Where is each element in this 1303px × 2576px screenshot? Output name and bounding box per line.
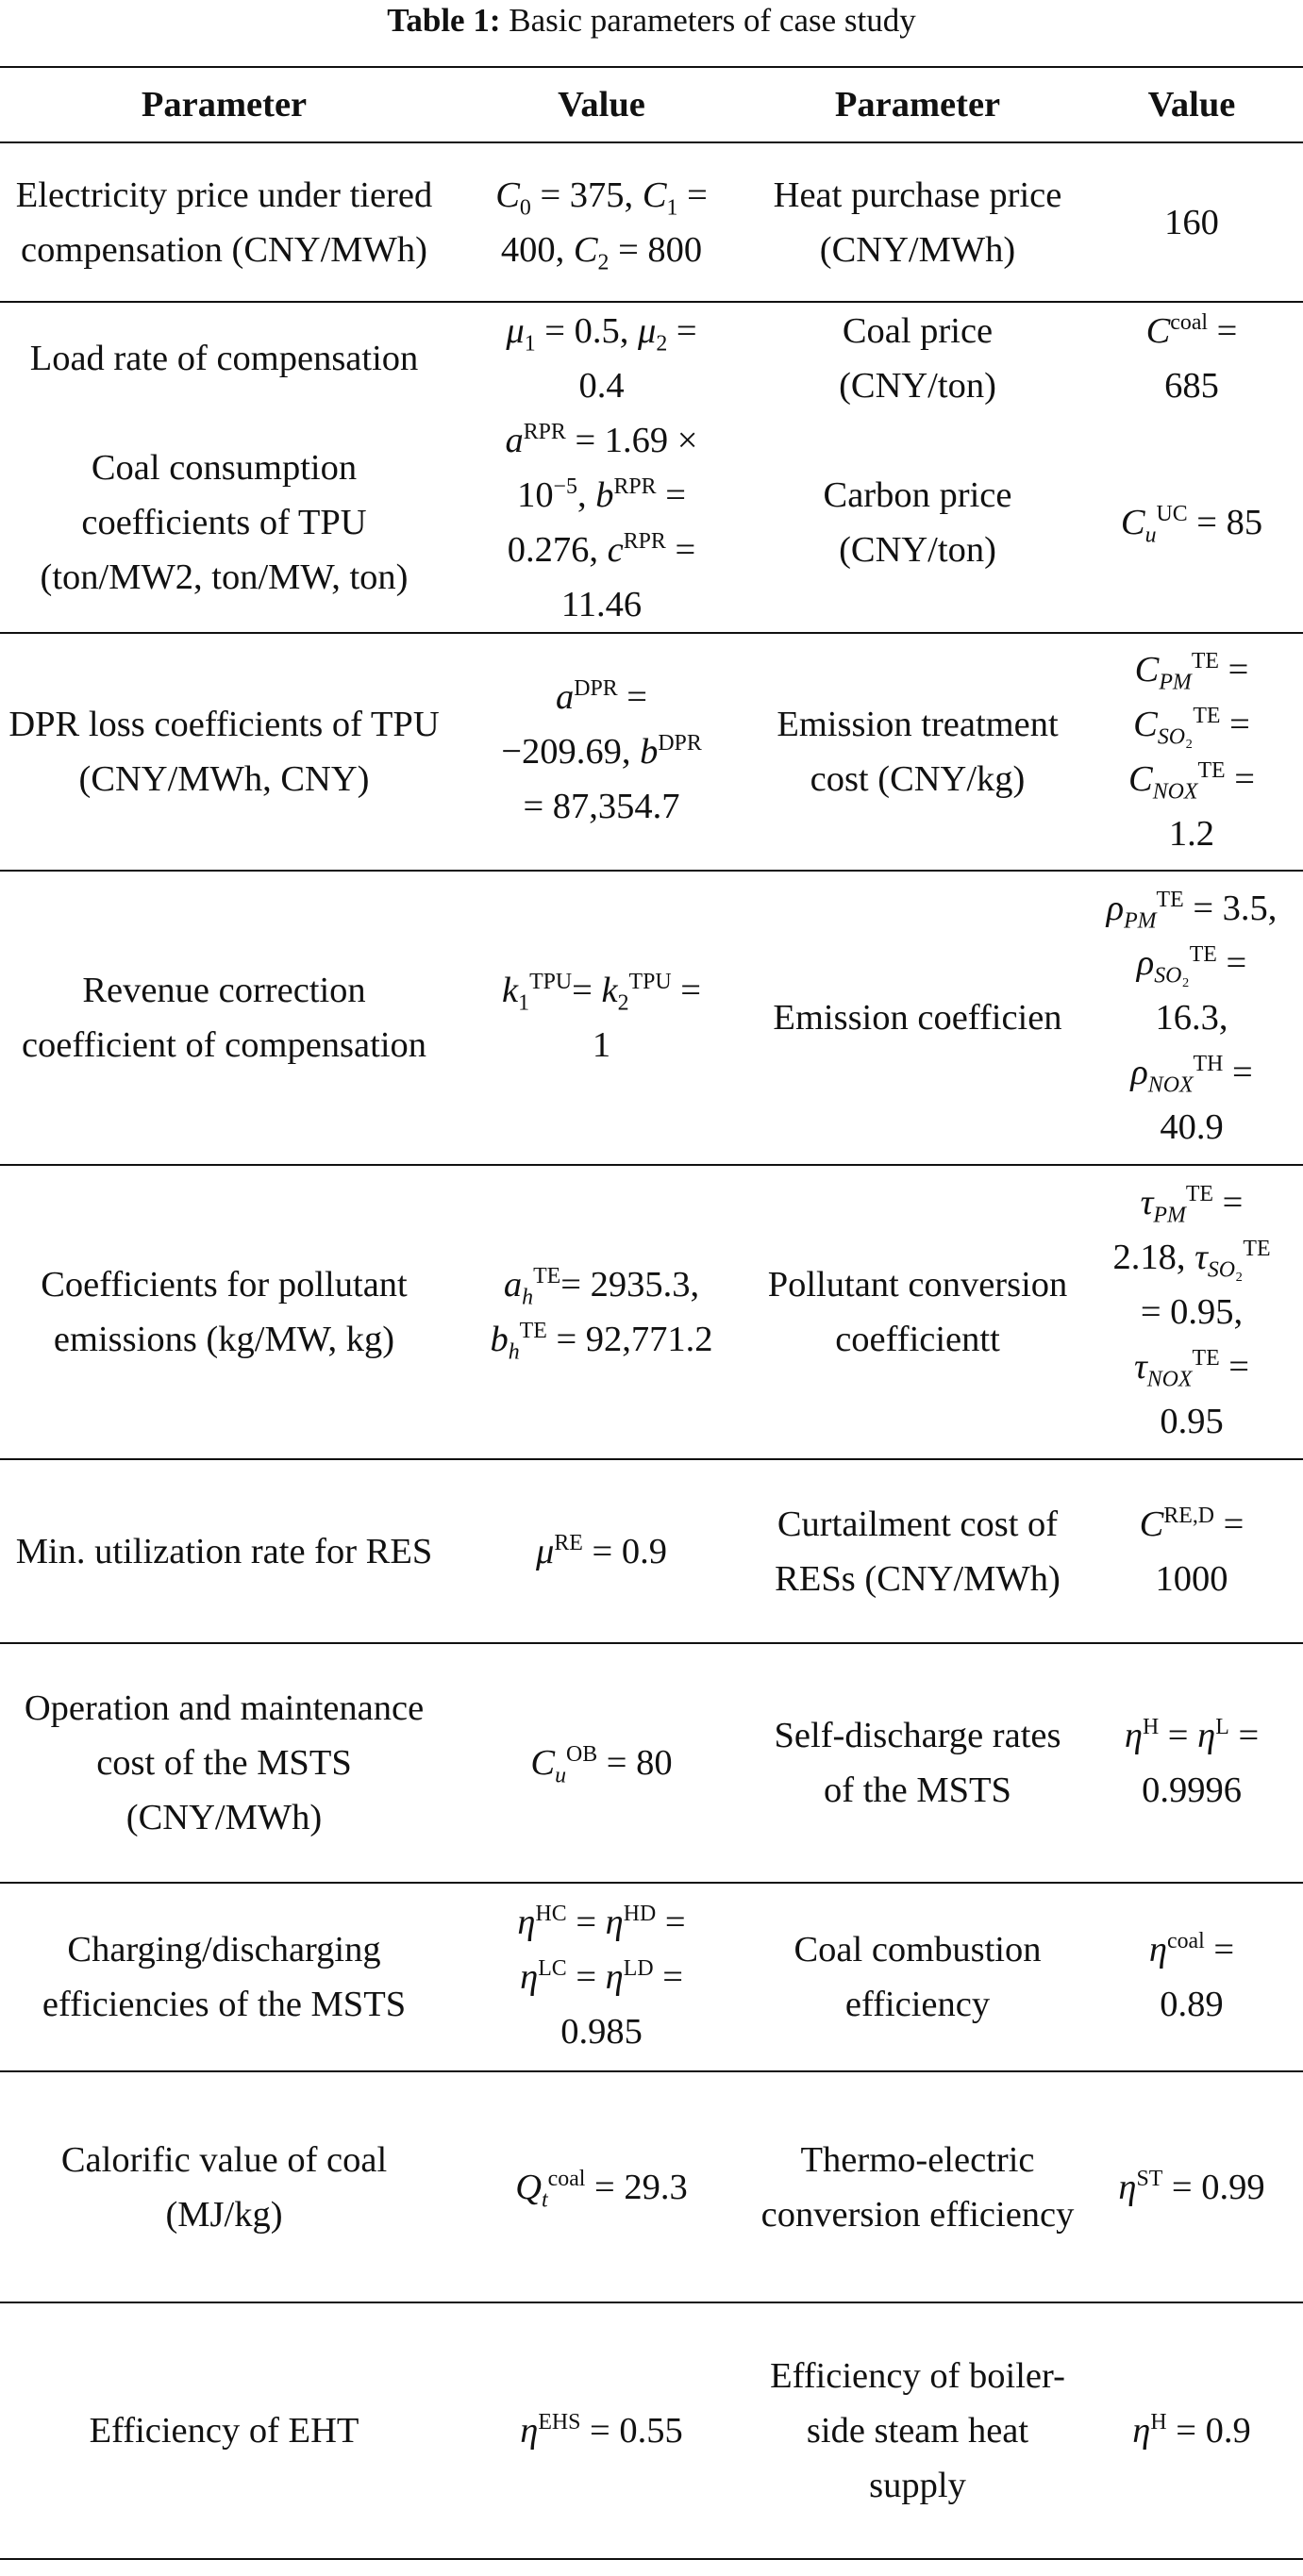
row-5-value-2: $\tau_{PM}^{TE}$ = 2.18, $\tau_{SO_2}^{TE}$ = 0.95, $\tau_{NOX}^{TE}$ = 0.95 xyxy=(1080,1165,1303,1459)
row-5-param-2: Pollutant conversion coefficientt xyxy=(755,1165,1080,1459)
row-9-param-1: Calorific value of coal (MJ/kg) xyxy=(0,2071,448,2302)
row-2-param-2: Carbon price (CNY/ton) xyxy=(755,413,1080,633)
row-6-value-1: $\mu^{RE} = 0.9$ xyxy=(448,1459,755,1643)
caption-label: Table 1: xyxy=(387,2,501,39)
row-8-param-1: Charging/discharging efficiencies of the MSTS xyxy=(0,1883,448,2071)
row-3-value-1: $a^{DPR}$ = −209.69, $b^{DPR}$ = 87,354.7 xyxy=(448,633,755,871)
row-7-value-2: $\eta^H = \eta^L$ = 0.9996 xyxy=(1080,1643,1303,1883)
row-0-value-1: $C_0 = 375$, $C_1$ = 400, $C_2 = 800$ xyxy=(448,142,755,302)
row-9-value-2: $\eta^{ST} = 0.99$ xyxy=(1080,2071,1303,2302)
header-parameter-1: Parameter xyxy=(0,67,448,142)
row-1-value-1: $\mu_1 = 0.5$, $\mu_2$ = 0.4 xyxy=(506,310,697,406)
table-row xyxy=(0,1459,1303,1643)
row-4-param-2: Emission coefficien xyxy=(755,871,1080,1165)
row-2-value-2: $C_u^{UC} = 85$ xyxy=(1080,413,1303,633)
row-8-value-2: $\eta^{coal}$ = 0.89 xyxy=(1080,1883,1303,2071)
row-1-value-2: $C^{coal}$ = 685 xyxy=(1145,309,1238,406)
row-10-param-2: Efficiency of boiler-side steam heat supply xyxy=(755,2302,1080,2559)
row-7-value-1: $C_u^{OB} = 80$ xyxy=(448,1643,755,1883)
row-1-param-1: Load rate of compensation xyxy=(29,338,419,378)
table-row xyxy=(0,2071,1303,2302)
row-2-value-1: $a^{RPR} = 1.69$ × $10^{-5}$, $b^{RPR}$ = 0.276, $c^{RPR}$ = 11.46 xyxy=(448,413,755,633)
table-header-row xyxy=(0,67,1303,142)
row-3-value-2: $C_{PM}^{TE}$ = $C_{SO_2}^{TE}$ = $C_{NOX}^{TE}$ = 1.2 xyxy=(1080,633,1303,871)
row-3-param-2: Emission treatment cost (CNY/kg) xyxy=(755,633,1080,871)
row-5-value-1: $a_h^{TE}= 2935.3$, $b_h^{TE} = 92,771.2$ xyxy=(448,1165,755,1459)
table-row xyxy=(0,2302,1303,2559)
header-value-2: Value xyxy=(1080,67,1303,142)
row-1-param-2: Coal price (CNY/ton) xyxy=(839,310,996,406)
header-value-1: Value xyxy=(448,67,755,142)
table-row xyxy=(0,1165,1303,1459)
row-9-value-1: $Q_t^{coal} = 29.3$ xyxy=(448,2071,755,2302)
header-parameter-2: Parameter xyxy=(755,67,1080,142)
table-row xyxy=(0,142,1303,302)
table-row xyxy=(0,1883,1303,2071)
row-0-param-2: Heat purchase price (CNY/MWh) xyxy=(755,142,1080,302)
row-2-param-1: Coal consumption coefficients of TPU (ton/MW2, ton/MW, ton) xyxy=(0,413,448,633)
table-row xyxy=(0,633,1303,871)
row-6-value-2: $C^{RE,D}$ = 1000 xyxy=(1080,1459,1303,1643)
row-10-value-2: $\eta^H = 0.9$ xyxy=(1080,2302,1303,2559)
caption-text: Basic parameters of case study xyxy=(509,2,916,39)
row-4-param-1: Revenue correction coefficient of compensation xyxy=(0,871,448,1165)
table-row xyxy=(0,1643,1303,1883)
row-4-value-1: $k_1^{TPU}= k_2^{TPU}$ = 1 xyxy=(448,871,755,1165)
row-5-param-1: Coefficients for pollutant emissions (kg/MW, kg) xyxy=(0,1165,448,1459)
table-caption xyxy=(0,0,1303,66)
row-8-value-1: $\eta^{HC} = \eta^{HD}$ = $\eta^{LC} = \eta^{LD}$ = 0.985 xyxy=(448,1883,755,2071)
table-row xyxy=(0,871,1303,1165)
row-4-value-2: $\rho_{PM}^{TE} = 3.5$, $\rho_{SO_2}^{TE}$ = 16.3, $\rho_{NOX}^{TH}$ = 40.9 xyxy=(1080,871,1303,1165)
table-row xyxy=(0,413,1303,633)
table-row xyxy=(0,302,1303,413)
row-7-param-1: Operation and maintenance cost of the MSTS (CNY/MWh) xyxy=(0,1643,448,1883)
row-0-value-2: 160 xyxy=(1080,142,1303,302)
parameters-table xyxy=(0,66,1303,2560)
row-9-param-2: Thermo-electric conversion efficiency xyxy=(755,2071,1080,2302)
row-10-value-1: $\eta^{EHS} = 0.55$ xyxy=(448,2302,755,2559)
row-3-param-1: DPR loss coefficients of TPU (CNY/MWh, CNY) xyxy=(0,633,448,871)
row-6-param-1: Min. utilization rate for RES xyxy=(0,1459,448,1643)
row-7-param-2: Self-discharge rates of the MSTS xyxy=(755,1643,1080,1883)
row-8-param-2: Coal combustion efficiency xyxy=(755,1883,1080,2071)
row-0-param-1: Electricity price under tiered compensation (CNY/MWh) xyxy=(0,142,448,302)
row-10-param-1: Efficiency of EHT xyxy=(0,2302,448,2559)
row-6-param-2: Curtailment cost of RESs (CNY/MWh) xyxy=(755,1459,1080,1643)
